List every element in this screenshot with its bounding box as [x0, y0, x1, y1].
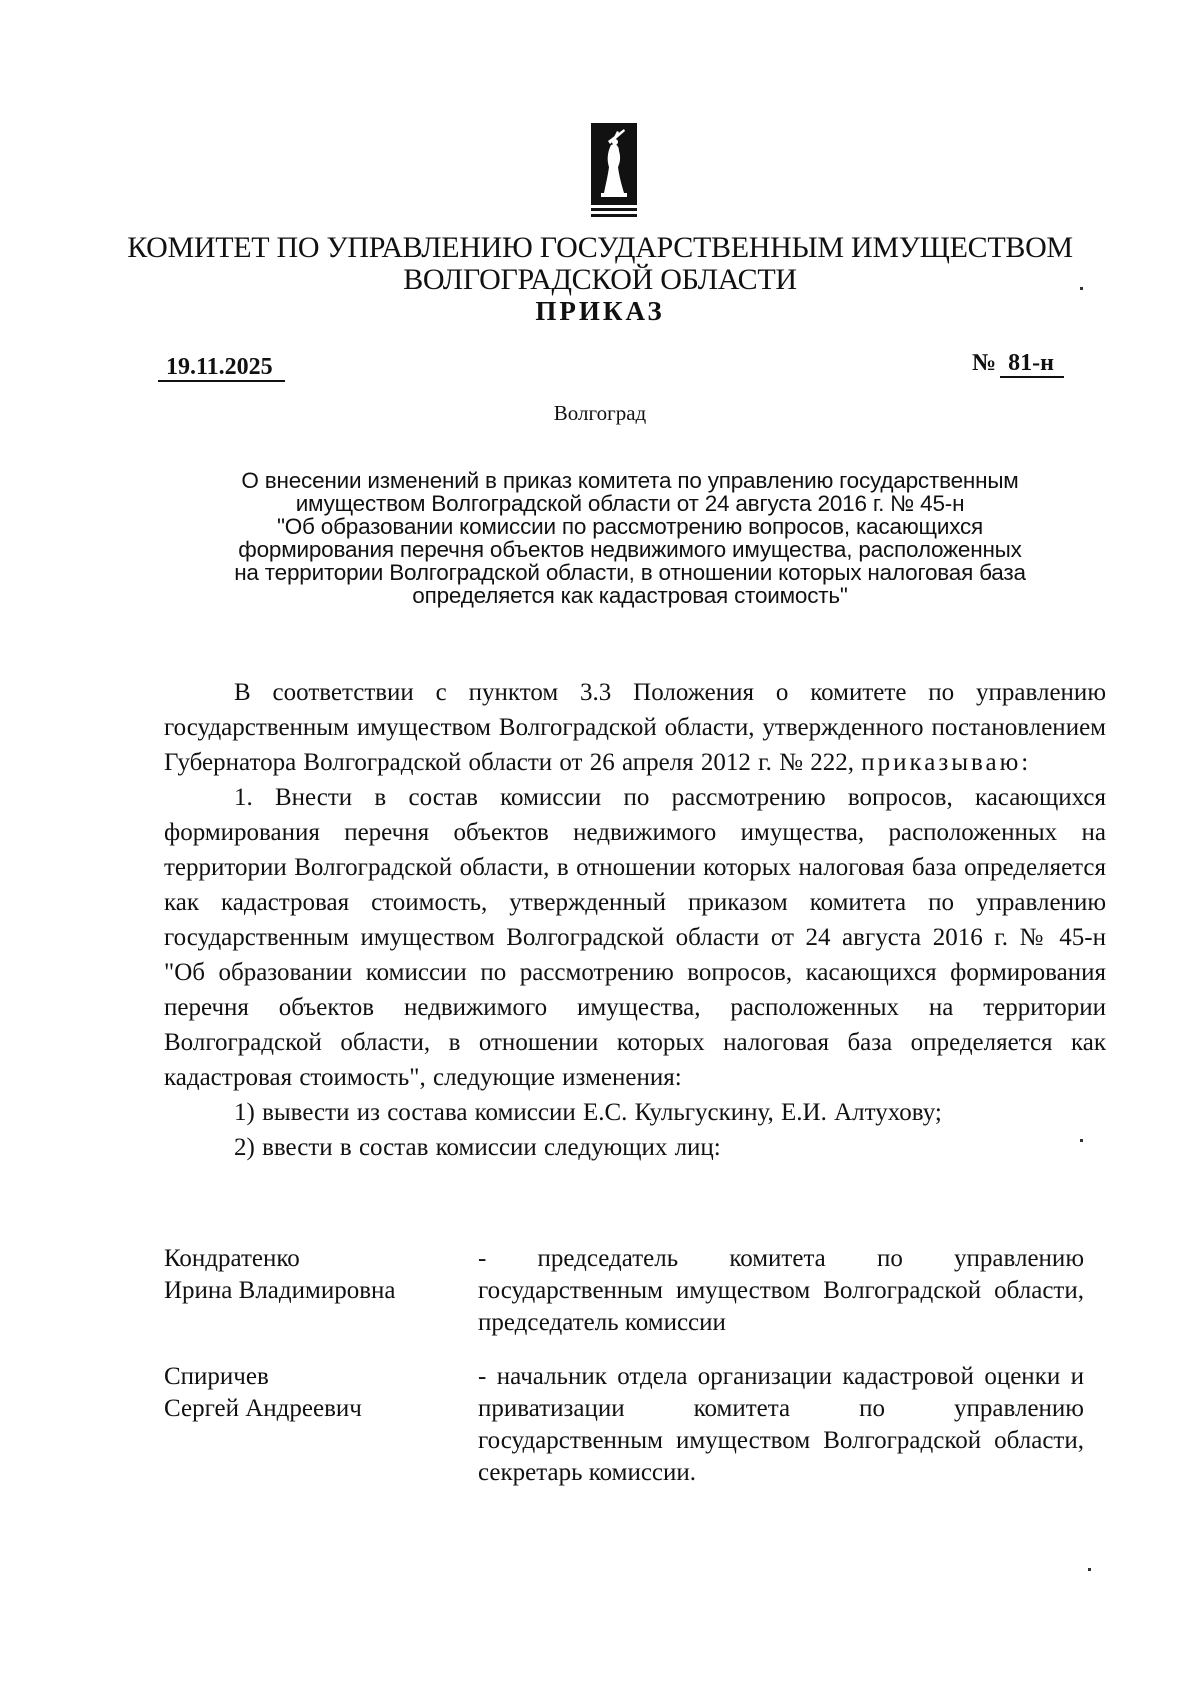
subject-line: на территории Волгоградской области, в отношении которых налоговая база	[234, 560, 1026, 585]
document-body	[164, 675, 1106, 1165]
scan-speck	[1080, 1139, 1083, 1142]
commission-members-list	[164, 1243, 1084, 1511]
body-paragraph-sub-1: 1) вывести из состава комиссии Е.С. Кульгускину, Е.И. Алтухову;	[234, 1099, 942, 1126]
document-number	[972, 350, 1064, 378]
document-date: 19.11.2025	[158, 354, 285, 382]
member-role: - начальник отдела организации кадастровой оценки и приватизации комитета по управлению государственным имуществом Волгоградской области, секретарь комиссии.	[478, 1363, 1084, 1486]
intro-order-word: приказываю:	[861, 749, 1032, 776]
member-entry	[164, 1361, 1084, 1489]
body-paragraph-item-1: 1. Внести в состав комиссии по рассмотрению вопросов, касающихся формирования перечня объектов недвижимого имущества, расположенных на территории Волгоградской области, в отношении которых налоговая база определяется как кадастровая стоимость, утвержденный приказом комитета по управлению государственным имуществом Волгоградской области от 24 августа 2016 г. № 45-н "Об образовании комиссии по рассмотрению вопросов, касающихся формирования перечня объектов недвижимого имущества, расположенных на территории Волгоградской области, в отношении которых налоговая база определяется как кадастровая стоимость", следующие изменения:	[164, 784, 1106, 1091]
committee-line-2: ВОЛГОГРАДСКОЙ ОБЛАСТИ	[403, 263, 797, 296]
member-given-name: Сергей Андреевич	[164, 1395, 362, 1422]
document-subject	[160, 469, 1100, 607]
volgograd-emblem-icon	[591, 123, 637, 219]
number-value: 81-н	[1000, 350, 1064, 378]
committee-line-1: КОМИТЕТ ПО УПРАВЛЕНИЮ ГОСУДАРСТВЕННЫМ ИМУЩЕСТВОМ	[127, 231, 1073, 264]
member-surname: Кондратенко	[164, 1245, 300, 1272]
subject-line: О внесении изменений в приказ комитета по управлению государственным	[241, 468, 1019, 493]
scan-speck	[1088, 1568, 1091, 1571]
number-sign: №	[972, 350, 997, 376]
member-name	[164, 1361, 478, 1489]
document-type: ПРИКАЗ	[535, 296, 665, 326]
member-given-name: Ирина Владимировна	[164, 1277, 396, 1304]
subject-line: "Об образовании комиссии по рассмотрению вопросов, касающихся	[276, 514, 984, 539]
intro-text: В соответствии с пунктом 3.3 Положения о комитете по управлению государственным имуществом Волгоградской области, утвержденного постановлением Губернатора Волгоградской области от 26 апреля 2012 г. № 222,	[164, 679, 1106, 776]
member-entry	[164, 1243, 1084, 1339]
body-paragraph-intro	[164, 675, 1106, 780]
member-surname: Спиричев	[164, 1363, 269, 1390]
body-paragraph-sub-2: 2) ввести в состав комиссии следующих лиц:	[234, 1134, 721, 1161]
subject-line: формирования перечня объектов недвижимого имущества, расположенных	[238, 537, 1022, 562]
committee-name	[0, 232, 1200, 296]
document-city: Волгоград	[553, 401, 647, 425]
member-role: - председатель комитета по управлению государственным имуществом Волгоградской области, председатель комиссии	[478, 1245, 1084, 1336]
member-name	[164, 1243, 478, 1339]
subject-line: определяется как кадастровая стоимость"	[412, 583, 848, 608]
subject-line: имуществом Волгоградской области от 24 августа 2016 г. № 45-н	[295, 491, 965, 516]
scan-speck	[1080, 287, 1083, 290]
